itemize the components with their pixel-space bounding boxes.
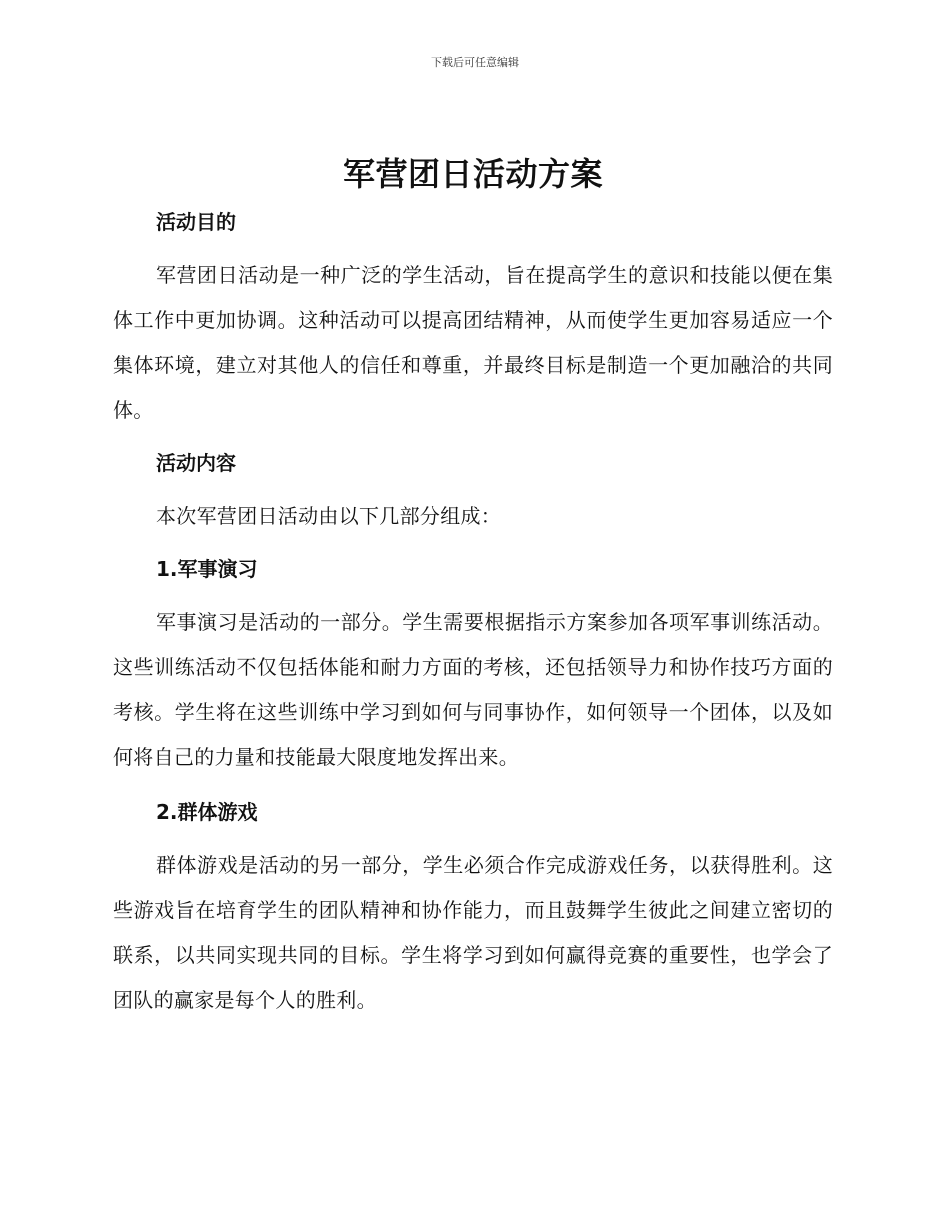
document-body [113, 148, 833, 1023]
section-paragraph-content: 本次军营团日活动由以下几部分组成： [156, 504, 502, 528]
section-paragraph-drill: 军事演习是活动的一部分。学生需要根据指示方案参加各项军事训练活动。这些训练活动不仅包括体能和耐力方面的考核，还包括领导力和协作技巧方面的考核。学生将在这些训练中学习到如何与同事协作，如何领导一个团体，以及如何将自己的力量和技能最大限度地发挥出来。 [113, 610, 833, 769]
section-heading-games: 2.群体游戏 [156, 800, 258, 824]
section-paragraph-games: 群体游戏是活动的另一部分，学生必须合作完成游戏任务，以获得胜利。这些游戏旨在培育学生的团队精神和协作能力，而且鼓舞学生彼此之间建立密切的联系，以共同实现共同的目标。学生将学习到如何赢得竞赛的重要性，也学会了团队的赢家是每个人的胜利。 [113, 853, 833, 1012]
header-note: 下载后可任意编辑 [431, 56, 519, 69]
section-heading-content: 活动内容 [156, 451, 236, 475]
section-paragraph-purpose: 军营团日活动是一种广泛的学生活动，旨在提高学生的意识和技能以便在集体工作中更加协调。这种活动可以提高团结精神，从而使学生更加容易适应一个集体环境，建立对其他人的信任和尊重，并最终目标是制造一个更加融洽的共同体。 [113, 263, 833, 422]
document-title: 军营团日活动方案 [342, 155, 603, 193]
section-heading-purpose: 活动目的 [156, 210, 236, 234]
section-heading-drill: 1.军事演习 [156, 557, 258, 581]
